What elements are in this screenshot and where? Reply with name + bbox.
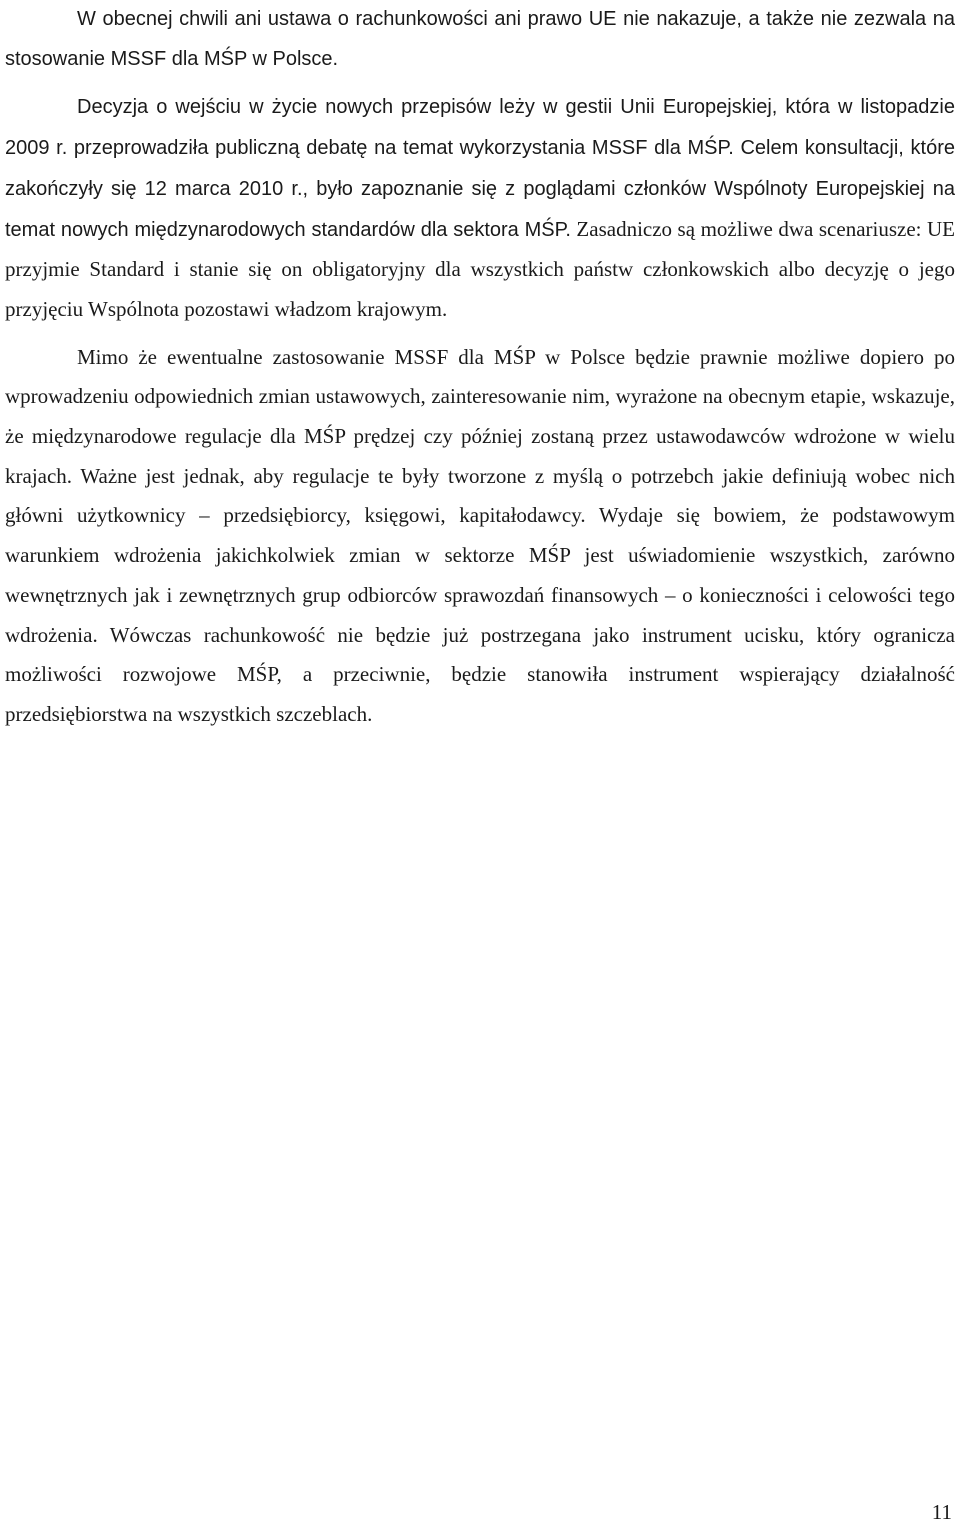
paragraph-1: W obecnej chwili ani ustawa o rachunkowości ani prawo UE nie nakazuje, a także nie zezwala na stosowanie MSSF dla MŚP w Polsce. bbox=[5, 8, 955, 70]
paragraph-2-part-2: Zasadniczo są możliwe dwa scenariusze: UE przyjmie Standard i stanie się on obligatoryjny dla wszystkich państw członkowskich albo decyzję o jego przyjęciu Wspólnota pozostawi władzom krajowym. bbox=[5, 216, 955, 321]
document-page bbox=[5, 0, 955, 735]
paragraph-2 bbox=[5, 87, 955, 329]
paragraph-2-part-1: Decyzja o wejściu w życie nowych przepisów leży w gestii Unii Europejskiej, która w listopadzie 2009 r. przeprowadziła publiczną debatę na temat wykorzystania MSSF dla MŚP. Celem konsultacji, które zakończyły się 12 marca 2010 r., było zapoznanie się z poglądami członków Wspólnoty Europejskiej na temat nowych międzynarodowych standardów dla sektora MŚP. bbox=[5, 96, 955, 241]
page-number: 11 bbox=[931, 1500, 952, 1524]
paragraph-3: Mimo że ewentualne zastosowanie MSSF dla MŚP w Polsce będzie prawnie możliwe dopiero po wprowadzeniu odpowiednich zmian ustawowych, zainteresowanie nim, wyrażone na obecnym etapie, wskazuje, że międzynarodowe regulacje dla MŚP prędzej czy później zostaną przez ustawodawców wdrożone w wielu krajach. Ważne jest jednak, aby regulacje te były tworzone z myślą o potrzebch jakie definiują wobec nich główni użytkownicy – przedsiębiorcy, księgowi, kapitałodawcy. Wydaje się bowiem, że podstawowym warunkiem wdrożenia jakichkolwiek zmian w sektorze MŚP jest uświadomienie wszystkich, zarówno wewnętrznych jak i zewnętrznych grup odbiorców sprawozdań finansowych – o konieczności i celowości tego wdrożenia. Wówczas rachunkowość nie będzie już postrzegana jako instrument ucisku, który ogranicza możliwości rozwojowe MŚP, a przeciwnie, będzie stanowiła instrument wspierający działalność przedsiębiorstwa na wszystkich szczeblach. bbox=[5, 344, 955, 726]
